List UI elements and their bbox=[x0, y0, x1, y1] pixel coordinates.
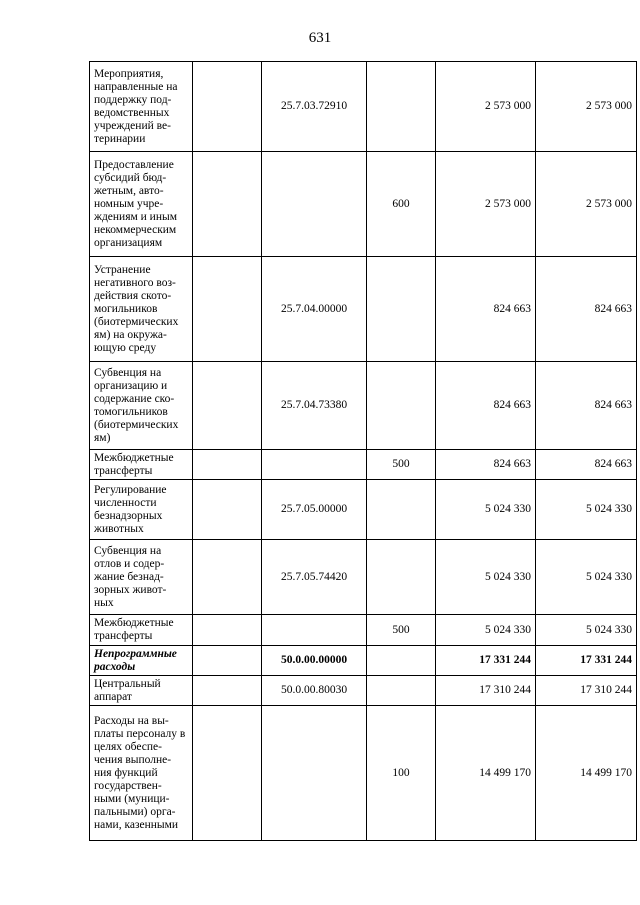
row-kind: 500 bbox=[367, 615, 436, 646]
table-row bbox=[90, 706, 637, 841]
row-code bbox=[262, 615, 367, 646]
row-kind bbox=[367, 257, 436, 362]
row-kind bbox=[367, 480, 436, 540]
row-name: Субвенция на отлов и содер- жание безнад- зорных живот- ных bbox=[90, 540, 193, 615]
row-name: Субвенция на организацию и содержание ско- томогильников (биотермических ям) bbox=[90, 362, 193, 450]
row-code: 50.0.00.00000 bbox=[262, 646, 367, 676]
row-amount-1: 824 663 bbox=[436, 362, 536, 450]
row-amount-1: 824 663 bbox=[436, 450, 536, 480]
page-number: 631 bbox=[308, 30, 332, 46]
table-row bbox=[90, 257, 637, 362]
row-amount-2: 5 024 330 bbox=[536, 480, 637, 540]
row-name: Расходы на вы- платы персоналу в целях обеспе- чения выполне- ния функций государствен- ными (муници- пальными) орга- нами, казенными bbox=[90, 706, 193, 841]
row-name: Мероприятия, направленные на поддержку под- ведомственных учреждений ве- теринарии bbox=[90, 62, 193, 152]
table-row bbox=[90, 646, 637, 676]
row-amount-2: 2 573 000 bbox=[536, 62, 637, 152]
row-code: 25.7.05.00000 bbox=[262, 480, 367, 540]
row-amount-1: 14 499 170 bbox=[436, 706, 536, 841]
empty-cell bbox=[193, 480, 262, 540]
row-code bbox=[262, 450, 367, 480]
row-code: 25.7.04.00000 bbox=[262, 257, 367, 362]
row-code bbox=[262, 152, 367, 257]
empty-cell bbox=[193, 676, 262, 706]
empty-cell bbox=[193, 152, 262, 257]
budget-table bbox=[89, 61, 637, 841]
row-kind bbox=[367, 646, 436, 676]
table-row bbox=[90, 450, 637, 480]
empty-cell bbox=[193, 646, 262, 676]
table-row bbox=[90, 152, 637, 257]
row-code: 25.7.05.74420 bbox=[262, 540, 367, 615]
row-amount-1: 2 573 000 bbox=[436, 152, 536, 257]
table-row bbox=[90, 480, 637, 540]
row-name: Регулирование численности безнадзорных животных bbox=[90, 480, 193, 540]
row-amount-2: 824 663 bbox=[536, 362, 637, 450]
table-row bbox=[90, 540, 637, 615]
row-name: Центральный аппарат bbox=[90, 676, 193, 706]
empty-cell bbox=[193, 540, 262, 615]
row-amount-2: 824 663 bbox=[536, 450, 637, 480]
row-amount-1: 17 331 244 bbox=[436, 646, 536, 676]
row-name: Межбюджетные трансферты bbox=[90, 615, 193, 646]
empty-cell bbox=[193, 257, 262, 362]
row-amount-2: 5 024 330 bbox=[536, 540, 637, 615]
row-code: 25.7.03.72910 bbox=[262, 62, 367, 152]
empty-cell bbox=[193, 706, 262, 841]
row-name: Непрограммные расходы bbox=[90, 646, 193, 676]
row-kind bbox=[367, 362, 436, 450]
row-kind: 100 bbox=[367, 706, 436, 841]
row-amount-1: 5 024 330 bbox=[436, 480, 536, 540]
table-row bbox=[90, 615, 637, 646]
row-name: Устранение негативного воз- действия ското- могильников (биотермических ям) на окружа- ющую среду bbox=[90, 257, 193, 362]
empty-cell bbox=[193, 362, 262, 450]
table-row bbox=[90, 62, 637, 152]
table-row bbox=[90, 676, 637, 706]
row-kind: 500 bbox=[367, 450, 436, 480]
table-row bbox=[90, 362, 637, 450]
row-amount-2: 5 024 330 bbox=[536, 615, 637, 646]
row-amount-1: 824 663 bbox=[436, 257, 536, 362]
row-code: 25.7.04.73380 bbox=[262, 362, 367, 450]
row-amount-2: 17 331 244 bbox=[536, 646, 637, 676]
row-amount-2: 14 499 170 bbox=[536, 706, 637, 841]
row-kind bbox=[367, 540, 436, 615]
row-name: Межбюджетные трансферты bbox=[90, 450, 193, 480]
row-amount-2: 824 663 bbox=[536, 257, 637, 362]
row-kind bbox=[367, 62, 436, 152]
row-kind bbox=[367, 676, 436, 706]
row-code bbox=[262, 706, 367, 841]
row-kind: 600 bbox=[367, 152, 436, 257]
row-code: 50.0.00.80030 bbox=[262, 676, 367, 706]
row-amount-2: 17 310 244 bbox=[536, 676, 637, 706]
empty-cell bbox=[193, 615, 262, 646]
empty-cell bbox=[193, 62, 262, 152]
empty-cell bbox=[193, 450, 262, 480]
row-amount-1: 5 024 330 bbox=[436, 540, 536, 615]
row-amount-1: 5 024 330 bbox=[436, 615, 536, 646]
row-name: Предоставление субсидий бюд- жетным, авто- номным учре- ждениям и иным некоммерческим организациям bbox=[90, 152, 193, 257]
row-amount-1: 2 573 000 bbox=[436, 62, 536, 152]
row-amount-1: 17 310 244 bbox=[436, 676, 536, 706]
row-amount-2: 2 573 000 bbox=[536, 152, 637, 257]
